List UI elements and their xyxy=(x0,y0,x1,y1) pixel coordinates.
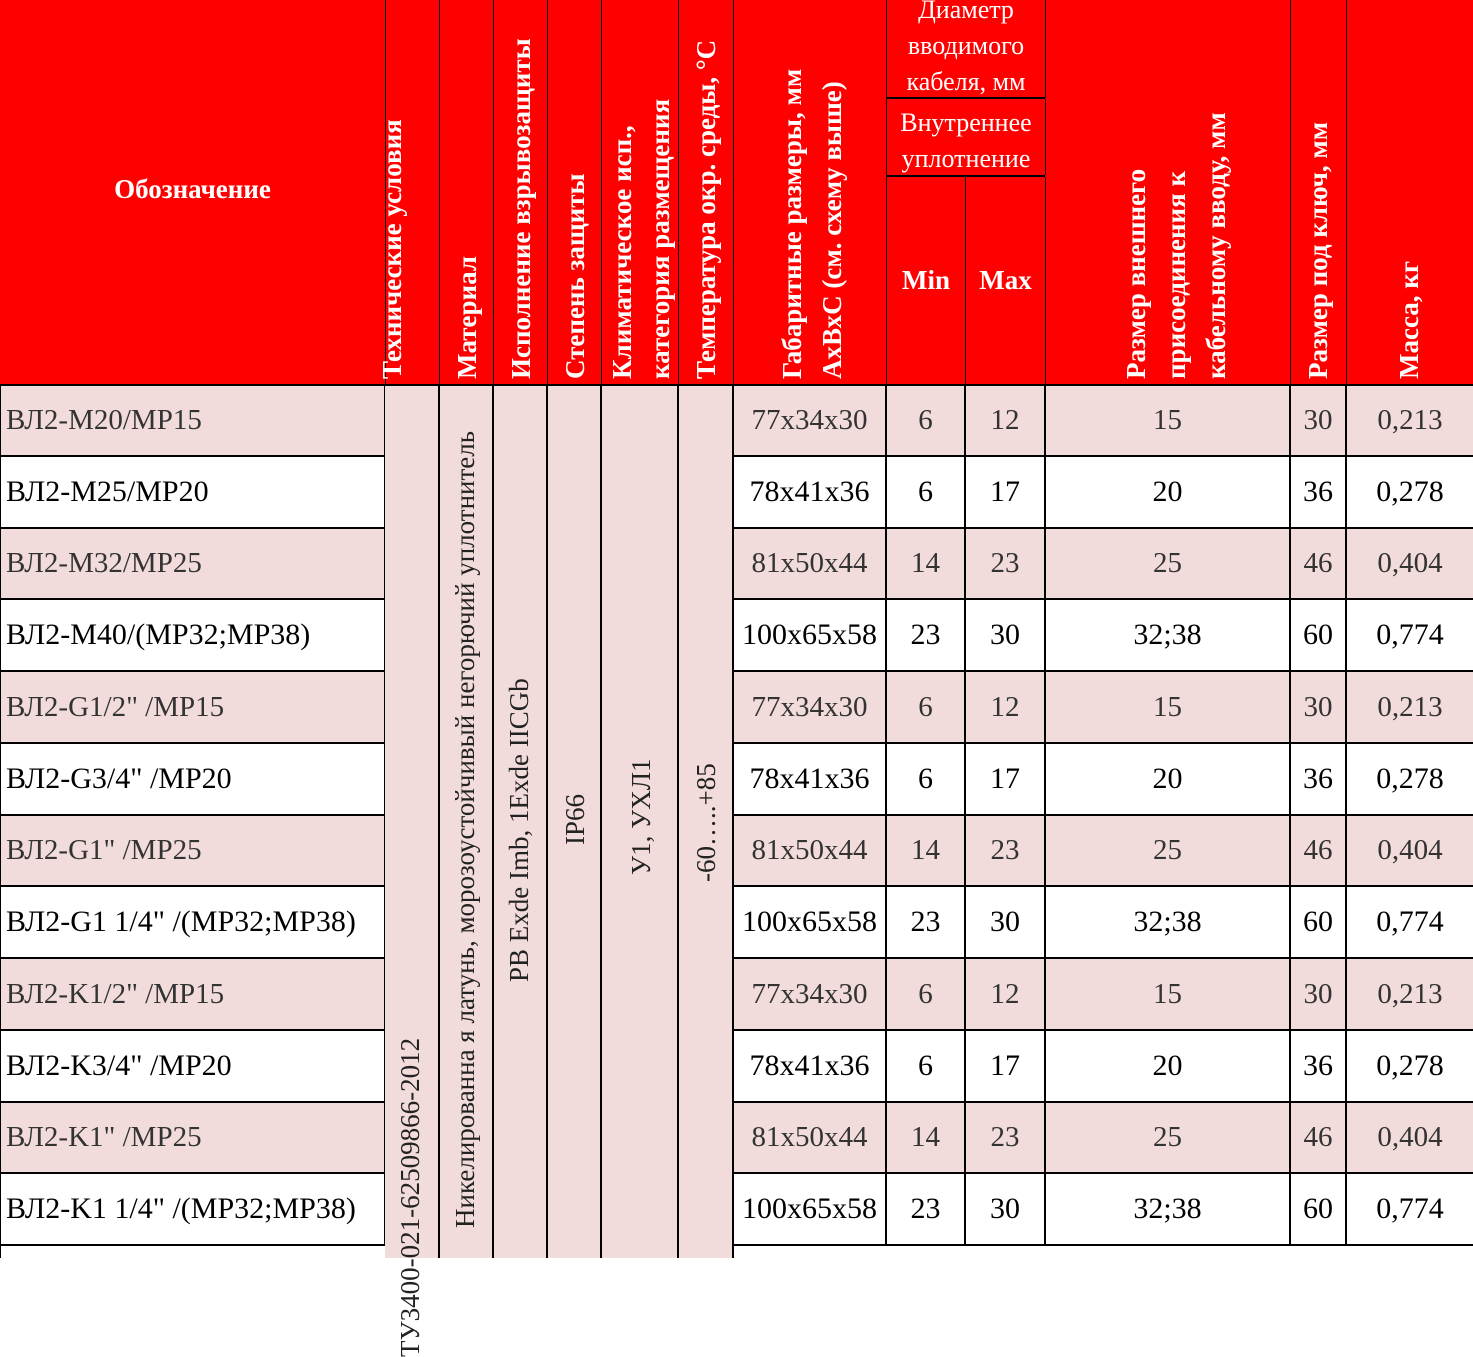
cell-designation: ВЛ2-М40/(МР32;МР38) xyxy=(0,600,386,670)
header-max xyxy=(966,177,1046,385)
merged-temperature xyxy=(679,385,734,1258)
cell-ext-connection: 15 xyxy=(1046,672,1291,742)
table-row xyxy=(0,816,1473,887)
cell-dimensions: 100x65x58 xyxy=(734,887,887,957)
cell-designation: ВЛ2-М20/МР15 xyxy=(0,385,386,455)
cell-designation: ВЛ2-G3/4" /МР20 xyxy=(0,744,386,814)
cell-ext-connection: 15 xyxy=(1046,385,1291,455)
cell-min: 23 xyxy=(887,1174,966,1244)
merged-climatic-text: У1, УХЛ1 xyxy=(626,758,656,875)
cell-wrench-size: 60 xyxy=(1291,1174,1347,1244)
cell-min: 14 xyxy=(887,529,966,598)
cell-max: 17 xyxy=(966,457,1046,527)
cell-max: 12 xyxy=(966,385,1046,455)
cell-designation: ВЛ2-М25/МР20 xyxy=(0,457,386,527)
cell-wrench-size: 60 xyxy=(1291,600,1347,670)
header-wrench-size xyxy=(1291,0,1347,385)
cell-ext-connection: 32;38 xyxy=(1046,1174,1291,1244)
header-mass xyxy=(1347,0,1473,385)
header-tech-conditions-label: Технические условия xyxy=(377,119,407,379)
cell-dimensions: 100x65x58 xyxy=(734,600,887,670)
cell-ext-connection: 20 xyxy=(1046,457,1291,527)
header-max-label: Max xyxy=(979,265,1032,295)
cell-wrench-size: 46 xyxy=(1291,529,1347,598)
table-row xyxy=(0,1031,1473,1103)
cell-dimensions: 78x41x36 xyxy=(734,1031,887,1101)
cell-designation: ВЛ2-K1/2" /МР15 xyxy=(0,959,386,1029)
merged-tech-conditions xyxy=(385,385,440,1357)
cell-ext-connection: 20 xyxy=(1046,1031,1291,1101)
cell-dimensions: 81x50x44 xyxy=(734,816,887,885)
cell-max: 17 xyxy=(966,744,1046,814)
merged-material-text: Никелированна я латунь, морозоустойчивый негорючий уплотнитель xyxy=(450,430,480,1228)
header-temperature-label: Температура окр. среды, °С xyxy=(691,39,721,379)
cell-min: 6 xyxy=(887,385,966,455)
header-min xyxy=(887,177,966,385)
header-tech-conditions xyxy=(377,0,440,385)
header-mass-label: Масса, кг xyxy=(1394,260,1424,379)
header-protection-degree xyxy=(548,0,602,385)
cell-dimensions: 78x41x36 xyxy=(734,457,887,527)
cell-min: 6 xyxy=(887,672,966,742)
cell-min: 6 xyxy=(887,959,966,1029)
cell-mass: 0,404 xyxy=(1377,547,1443,579)
cell-wrench-size: 36 xyxy=(1291,457,1347,527)
cell-wrench-size: 36 xyxy=(1291,1031,1347,1101)
cell-max: 30 xyxy=(966,1174,1046,1244)
cell-max: 30 xyxy=(966,600,1046,670)
cell-dimensions: 77x34x30 xyxy=(734,385,887,455)
cell-min: 6 xyxy=(887,457,966,527)
cell-designation: ВЛ2-G1/2" /МР15 xyxy=(0,672,386,742)
cell-max: 23 xyxy=(966,529,1046,598)
header-climatic-label-2: категория размещения xyxy=(645,98,675,379)
merged-material xyxy=(440,385,494,1258)
header-wrench-size-label: Размер под ключ, мм xyxy=(1303,121,1333,379)
cell-designation: ВЛ2-G1 1/4" /(МР32;МР38) xyxy=(0,887,386,957)
header-dimensions-label-2: АхВхС (см. схему выше) xyxy=(817,81,847,379)
cell-max: 12 xyxy=(966,672,1046,742)
cell-wrench-size: 60 xyxy=(1291,887,1347,957)
cell-max: 30 xyxy=(966,887,1046,957)
cell-mass: 0,213 xyxy=(1377,690,1443,723)
cell-max: 23 xyxy=(966,816,1046,885)
cell-mass: 0,404 xyxy=(1377,834,1443,866)
table-row xyxy=(0,600,1473,672)
cell-designation: ВЛ2-М32/МР25 xyxy=(0,529,386,598)
table-row xyxy=(0,385,1473,457)
header-ext-connection-label-2: присоединения к xyxy=(1161,170,1191,379)
cell-dimensions: 78x41x36 xyxy=(734,744,887,814)
table-row xyxy=(0,1174,1473,1246)
cell-dimensions: 81x50x44 xyxy=(734,1103,887,1172)
cell-ext-connection: 25 xyxy=(1046,1103,1291,1172)
cell-max: 23 xyxy=(966,1103,1046,1172)
merged-temperature-text: -60…..+85 xyxy=(691,763,721,882)
cell-min: 14 xyxy=(887,1103,966,1172)
cell-mass: 0,774 xyxy=(1376,1192,1444,1225)
merged-explosion-protection-text: РВ Exde Imb, 1Exde IICGb xyxy=(504,678,534,982)
cell-ext-connection: 15 xyxy=(1046,959,1291,1029)
cell-designation: ВЛ2-K1 1/4" /(МР32;МР38) xyxy=(0,1174,386,1244)
cell-mass: 0,278 xyxy=(1376,762,1444,795)
cell-designation: ВЛ2-K1" /МР25 xyxy=(0,1103,386,1172)
header-temperature xyxy=(679,0,734,385)
cell-designation: ВЛ2-G1" /МР25 xyxy=(0,816,386,885)
header-inner-seal-label: Внутреннее уплотнение xyxy=(900,108,1032,173)
header-ext-connection-label-1: Размер внешнего xyxy=(1121,168,1151,379)
cell-min: 6 xyxy=(887,1031,966,1101)
header-inner-seal xyxy=(887,99,1046,175)
header-designation-label: Обозначение xyxy=(114,174,271,204)
cell-mass: 0,278 xyxy=(1376,1049,1444,1082)
header-cable-diameter xyxy=(887,0,1046,98)
cell-wrench-size: 46 xyxy=(1291,1103,1347,1172)
merged-protection-degree xyxy=(548,385,602,1258)
cell-min: 6 xyxy=(887,744,966,814)
merged-protection-degree-text: IP66 xyxy=(560,793,590,845)
cell-dimensions: 100x65x58 xyxy=(734,1174,887,1244)
cell-dimensions: 77x34x30 xyxy=(734,959,887,1029)
cell-ext-connection: 32;38 xyxy=(1046,600,1291,670)
cell-mass: 0,774 xyxy=(1376,618,1444,651)
cell-mass: 0,774 xyxy=(1376,905,1444,938)
header-min-label: Min xyxy=(901,265,950,295)
cell-mass: 0,278 xyxy=(1376,475,1444,508)
cell-ext-connection: 32;38 xyxy=(1046,887,1291,957)
header-explosion-protection-label: Исполнение взрывозащиты xyxy=(506,38,536,379)
cell-wrench-size: 46 xyxy=(1291,816,1347,885)
header-ext-connection xyxy=(1046,0,1291,385)
header-climatic xyxy=(602,0,679,385)
cell-ext-connection: 25 xyxy=(1046,816,1291,885)
cell-designation: ВЛ2-K3/4" /МР20 xyxy=(0,1031,386,1101)
cell-mass: 0,213 xyxy=(1377,977,1443,1010)
cell-wrench-size: 30 xyxy=(1291,385,1347,455)
merged-explosion-protection xyxy=(494,385,548,1258)
table-row xyxy=(0,457,1473,529)
header-explosion-protection xyxy=(494,0,548,385)
header-protection-degree-label: Степень защиты xyxy=(560,173,590,379)
cell-min: 14 xyxy=(887,816,966,885)
header-dimensions-label-1: Габаритные размеры, мм xyxy=(777,68,807,379)
cell-min: 23 xyxy=(887,600,966,670)
header-dimensions xyxy=(734,0,887,385)
header-material-label: Материал xyxy=(452,256,482,379)
header-ext-connection-label-3: кабельному вводу, мм xyxy=(1201,112,1231,379)
cell-max: 17 xyxy=(966,1031,1046,1101)
cell-ext-connection: 20 xyxy=(1046,744,1291,814)
header-designation xyxy=(0,0,386,385)
table-row xyxy=(0,887,1473,959)
header-material xyxy=(440,0,494,385)
cell-dimensions: 81x50x44 xyxy=(734,529,887,598)
cell-mass: 0,404 xyxy=(1377,1121,1443,1153)
header-climatic-label-1: Климатическое исп., xyxy=(607,125,637,379)
cell-wrench-size: 30 xyxy=(1291,959,1347,1029)
table-row xyxy=(0,1103,1473,1174)
cell-mass: 0,213 xyxy=(1377,403,1443,436)
cell-max: 12 xyxy=(966,959,1046,1029)
cell-min: 23 xyxy=(887,887,966,957)
cell-wrench-size: 36 xyxy=(1291,744,1347,814)
table-row xyxy=(0,744,1473,816)
table-row xyxy=(0,529,1473,600)
merged-climatic xyxy=(602,385,679,1258)
cell-dimensions: 77x34x30 xyxy=(734,672,887,742)
cell-ext-connection: 25 xyxy=(1046,529,1291,598)
table-row xyxy=(0,672,1473,744)
table-row xyxy=(0,959,1473,1031)
header-cable-diameter-label: Диаметр вводимого кабеля, мм xyxy=(906,0,1026,96)
merged-tech-conditions-text: ТУ3400-021-62509866-2012 xyxy=(395,1037,425,1357)
cell-wrench-size: 30 xyxy=(1291,672,1347,742)
